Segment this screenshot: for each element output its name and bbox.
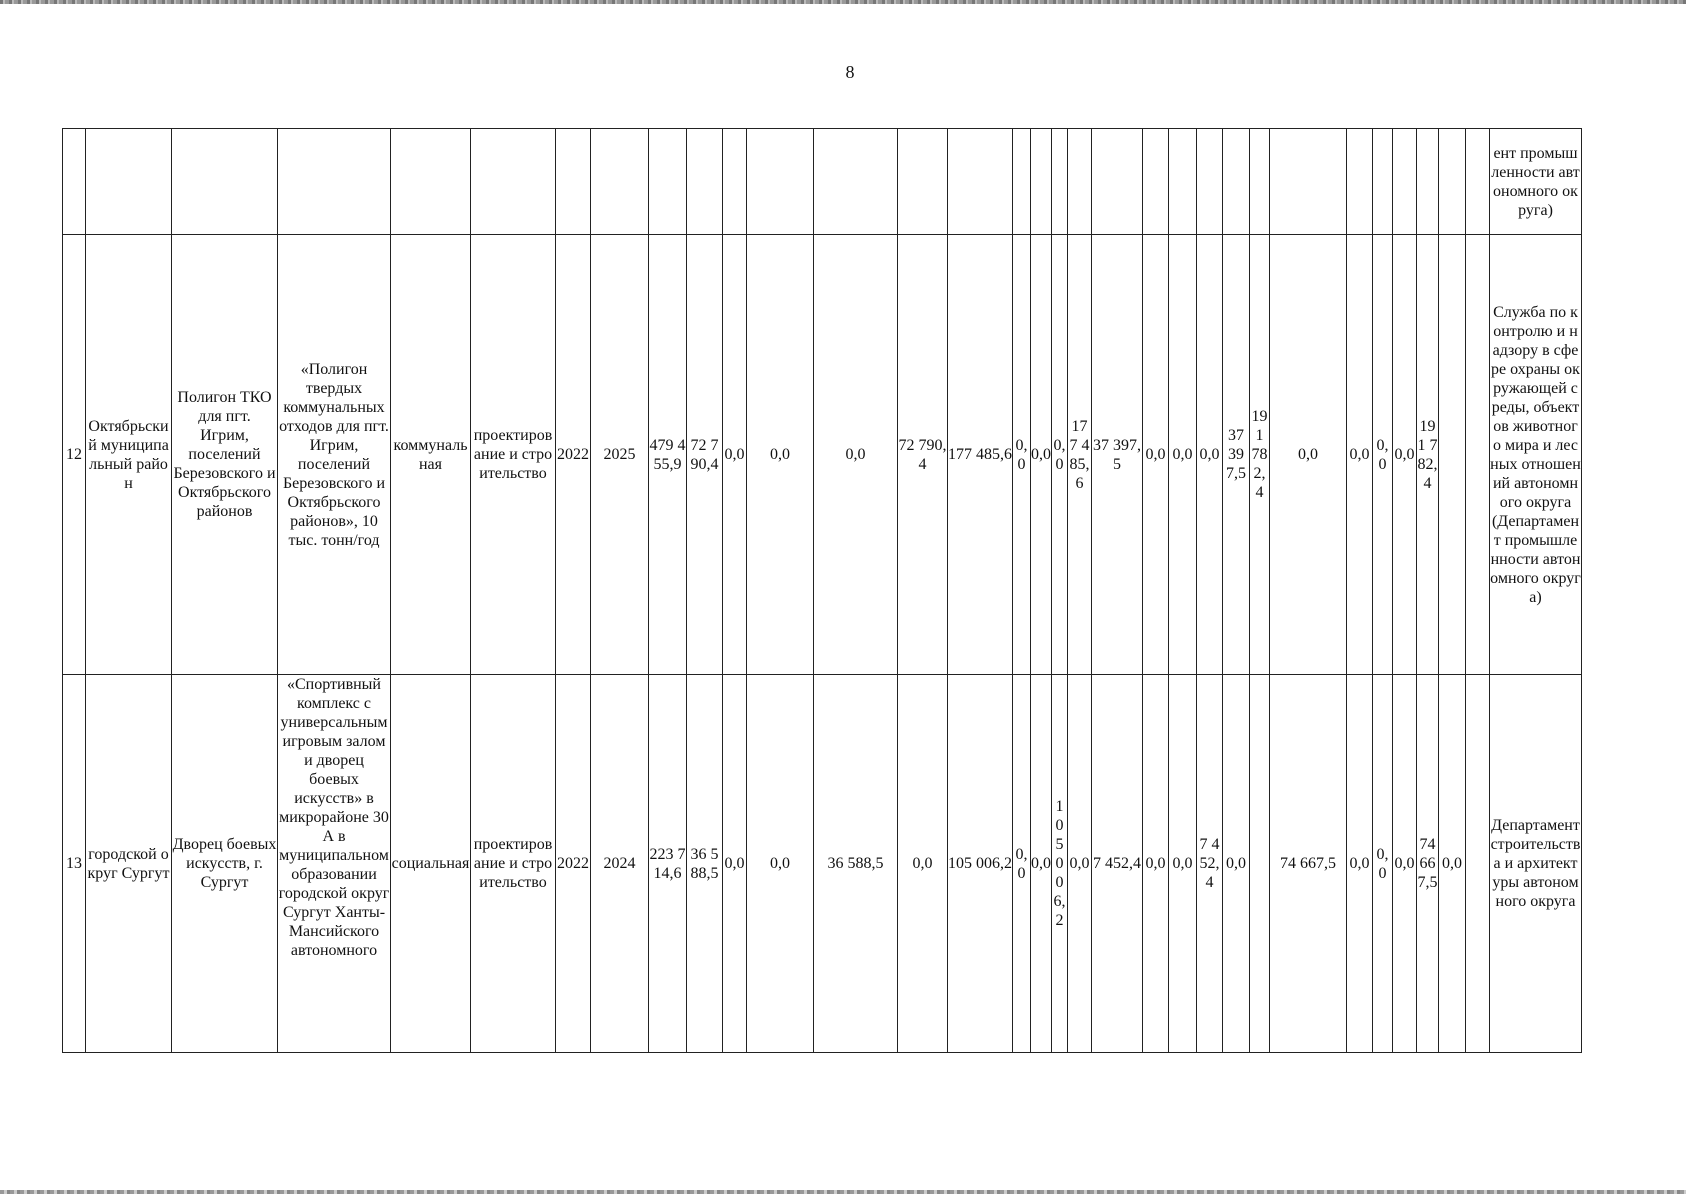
- value-cell: 36 588,5: [687, 675, 723, 1053]
- table-row: [63, 129, 1582, 235]
- value-cell: 0,0: [723, 235, 747, 675]
- value-cell: 74 667,5: [1417, 675, 1439, 1053]
- value-cell: 0,0: [1373, 675, 1393, 1053]
- cell: [1466, 675, 1490, 1053]
- value-cell: 37 397,5: [1092, 235, 1143, 675]
- cell: [1169, 129, 1197, 235]
- value-cell: 74 667,5: [1270, 675, 1347, 1053]
- cell: [1092, 129, 1143, 235]
- value-cell: 0,0: [1031, 235, 1052, 675]
- value-cell: 191 782,4: [1417, 235, 1439, 675]
- cell: [391, 129, 471, 235]
- investment-table: [62, 128, 1582, 1053]
- value-cell: 0,0: [1031, 675, 1052, 1053]
- value-cell: 0,0: [1013, 675, 1031, 1053]
- cell: [1373, 129, 1393, 235]
- value-cell: 0,0: [747, 235, 814, 675]
- row-number: 13: [63, 675, 86, 1053]
- value-cell: 223 714,6: [649, 675, 687, 1053]
- value-cell: 0,0: [814, 235, 898, 675]
- row-number: 12: [63, 235, 86, 675]
- scan-edge-top: [0, 0, 1686, 4]
- cell: [898, 129, 948, 235]
- cell: [1466, 129, 1490, 235]
- description-cell: «Спортивный комплекс с универсальным игровым залом и дворец боевых искусств» в микрорайоне 30 А в муниципальном образовании городской округ Сургут Ханты-Мансийского автономного: [278, 675, 391, 1053]
- cell: [814, 129, 898, 235]
- page-number: 8: [845, 62, 855, 82]
- value-cell: 177 485,6: [948, 235, 1013, 675]
- value-cell: 0,0: [1439, 675, 1466, 1053]
- value-cell: 72 790,4: [687, 235, 723, 675]
- table-row: [63, 235, 1582, 675]
- value-cell: 0,0: [1223, 675, 1250, 1053]
- year-end-cell: 2025: [591, 235, 649, 675]
- value-cell: 0,0: [1052, 235, 1068, 675]
- cell: [948, 129, 1013, 235]
- value-cell: 0,0: [1143, 235, 1169, 675]
- cell: [1270, 129, 1347, 235]
- sphere-cell: коммунальная: [391, 235, 471, 675]
- cell: [1250, 129, 1270, 235]
- cell: [1250, 675, 1270, 1053]
- value-cell: 0,0: [1347, 235, 1373, 675]
- cell: [1347, 129, 1373, 235]
- value-cell: 0,0: [1197, 235, 1223, 675]
- sphere-cell: социальная: [391, 675, 471, 1053]
- value-cell: 37 397,5: [1223, 235, 1250, 675]
- cell: [471, 129, 556, 235]
- cell: [1197, 129, 1223, 235]
- responsible-cell: ент промышленности автономного округа): [1490, 129, 1582, 235]
- value-cell: 191 782,4: [1250, 235, 1270, 675]
- value-cell: 0,0: [1373, 235, 1393, 675]
- cell: [86, 129, 172, 235]
- value-cell: 105 006,2: [948, 675, 1013, 1053]
- value-cell: 0,0: [1169, 675, 1197, 1053]
- value-cell: 0,0: [1393, 235, 1417, 675]
- cell: [649, 129, 687, 235]
- value-cell: 0,0: [1169, 235, 1197, 675]
- municipality-cell: Октябрьский муниципальный район: [86, 235, 172, 675]
- value-cell: 0,0: [723, 675, 747, 1053]
- value-cell: 0,0: [1013, 235, 1031, 675]
- cell: [1052, 129, 1068, 235]
- cell: [1393, 129, 1417, 235]
- cell: [1068, 129, 1092, 235]
- responsible-cell: Департамент строительства и архитектуры автономного округа: [1490, 675, 1582, 1053]
- value-cell: 0,0: [747, 675, 814, 1053]
- value-cell: 105 006,2: [1052, 675, 1068, 1053]
- cell: [1143, 129, 1169, 235]
- cell: [1466, 235, 1490, 675]
- cell: [747, 129, 814, 235]
- cell: [172, 129, 278, 235]
- value-cell: 7 452,4: [1197, 675, 1223, 1053]
- value-cell: 177 485,6: [1068, 235, 1092, 675]
- municipality-cell: городской округ Сургут: [86, 675, 172, 1053]
- work-type-cell: проектирование и строительство: [471, 675, 556, 1053]
- year-end-cell: 2024: [591, 675, 649, 1053]
- cell: [1439, 235, 1466, 675]
- value-cell: 72 790,4: [898, 235, 948, 675]
- value-cell: 0,0: [1347, 675, 1373, 1053]
- value-cell: 0,0: [1393, 675, 1417, 1053]
- value-cell: 7 452,4: [1092, 675, 1143, 1053]
- object-cell: Дворец боевых искусств, г. Сургут: [172, 675, 278, 1053]
- scan-edge-bottom: [0, 1190, 1686, 1194]
- object-cell: Полигон ТКО для пгт. Игрим, поселений Березовского и Октябрьского районов: [172, 235, 278, 675]
- value-cell: 0,0: [898, 675, 948, 1053]
- value-cell: 0,0: [1270, 235, 1347, 675]
- value-cell: 0,0: [1068, 675, 1092, 1053]
- year-start-cell: 2022: [556, 235, 591, 675]
- cell: [278, 129, 391, 235]
- value-cell: 479 455,9: [649, 235, 687, 675]
- cell: [723, 129, 747, 235]
- responsible-cell: Служба по контролю и надзору в сфере охраны окружающей среды, объектов животного мира и лесных отношений автономного округа (Департамент промышленности автономного округа): [1490, 235, 1582, 675]
- value-cell: 36 588,5: [814, 675, 898, 1053]
- cell: [63, 129, 86, 235]
- cell: [1013, 129, 1031, 235]
- cell: [1417, 129, 1439, 235]
- year-start-cell: 2022: [556, 675, 591, 1053]
- work-type-cell: проектирование и строительство: [471, 235, 556, 675]
- cell: [591, 129, 649, 235]
- cell: [1223, 129, 1250, 235]
- cell: [556, 129, 591, 235]
- value-cell: 0,0: [1143, 675, 1169, 1053]
- table-row: [63, 675, 1582, 1053]
- cell: [687, 129, 723, 235]
- cell: [1031, 129, 1052, 235]
- cell: [1439, 129, 1466, 235]
- description-cell: «Полигон твердых коммунальных отходов для пгт. Игрим, поселений Березовского и Октябрьского районов», 10 тыс. тонн/год: [278, 235, 391, 675]
